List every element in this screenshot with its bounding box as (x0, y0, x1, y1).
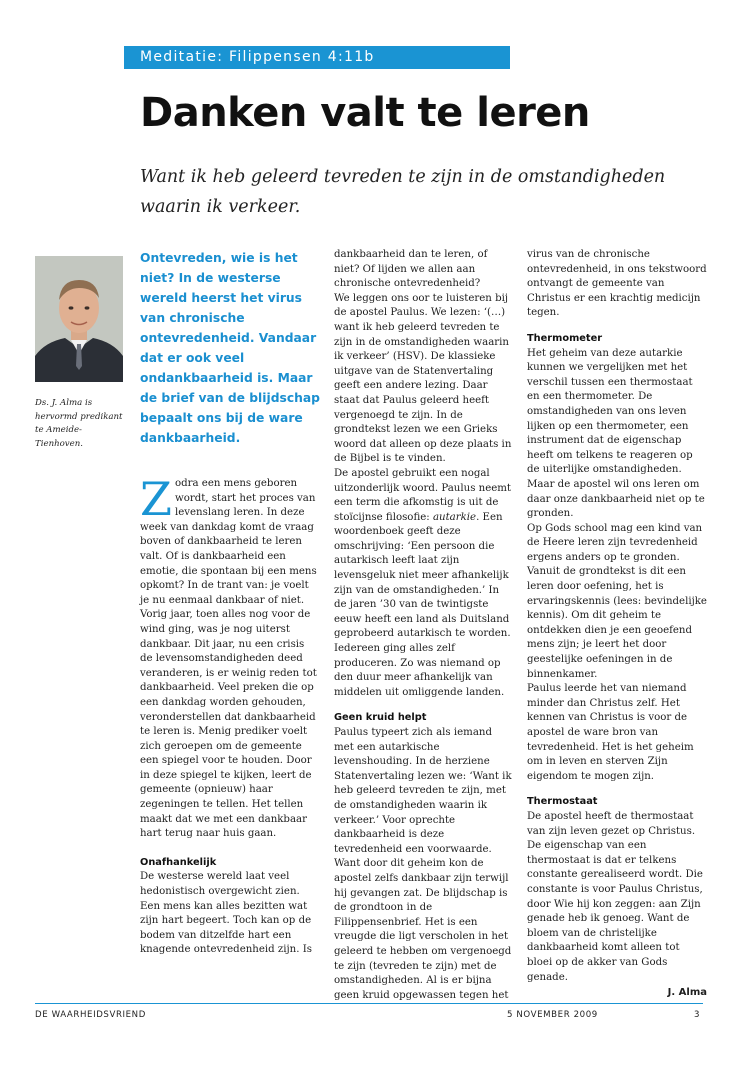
opening-paragraph (140, 472, 320, 842)
subheading-thermostaat: Thermostaat (527, 796, 598, 808)
subheading-geen-kruid-helpt: Geen kruid helpt (334, 712, 427, 724)
article-subtitle: Want ik heb geleerd tevreden te zijn in de omstandigheden waarin ik verkeer. (140, 167, 666, 217)
footer-publication: DE WAARHEIDSVRIEND (35, 1010, 146, 1020)
paragraph-text: odra een mens geboren wordt, start het proces van levenslang leren. In deze week van dankdag komt de vraag boven of dankbaarheid te leren valt. Of is dankbaarheid een emotie, die spontaan bij een mens opkomt? In de trant van: je voelt je nu eenmaal dankbaar of niet. Vorig jaar, toen alles nog voor de wind ging, was je nog uiterst dankbaar. Dit jaar, nu een crisis de levensomstandigheden deed veranderen, is er weinig reden tot dankbaarheid. Veel preken die op een dankdag worden gehouden, veronderstellen dat dankbaarheid te leren is. Menig prediker voelt zich geroepen om de gemeente een spiegel voor te houden. Door in deze spiegel te kijken, leert de gemeente (opnieuw) haar zegeningen te tellen. Het tellen maakt dat we met een dankbaar hart terug naar huis gaan. (140, 478, 317, 840)
paragraph-text: . Een woordenboek geeft deze omschrijving: ‘Een persoon die autarkisch leeft laat zijn levensgeluk niet meer afhankelijk zijn van de omstandigheden.’ In de jaren ’30 van de twintigste eeuw heeft een land als Duitsland geprobeerd autarkisch te worden. Iedereen ging alles zelf produceren. Zo was niemand op den duur meer afhankelijk van middelen uit omliggende landen. (334, 511, 511, 698)
subheading-thermometer: Thermometer (527, 332, 603, 344)
drop-cap: Z (140, 472, 172, 526)
footer-date: 5 NOVEMBER 2009 (507, 1010, 598, 1020)
author-signature: J. Alma (667, 987, 707, 999)
paragraph: Het geheim van deze autarkie kunnen we vergelijken met het verschil tussen een thermostaat en een thermometer. De omstandigheden van ons leven lijken op een thermometer, een instrument dat de eigenschap heeft om telkens te reageren op de uiterlijke omstandigheden. Maar de apostel wil ons leren om daar onze dankbaarheid niet op te gronden. (527, 347, 705, 520)
photo-caption: Ds. J. Alma is hervormd predikant te Ameide-Tienhoven. (35, 398, 123, 449)
paragraph: virus van de chronische ontevredenheid, in ons tekstwoord ontvangt de gemeente van Christus er een krachtig medicijn tegen. (527, 249, 707, 319)
author-photo (35, 256, 123, 382)
paragraph: dankbaarheid dan te leren, of niet? Of lijden we allen aan chronische ontevredenheid? (334, 249, 488, 290)
author-portrait-image (35, 256, 123, 382)
paragraph: De westerse wereld laat veel hedonistisch overgewicht zien. Een mens kan alles bezitten wat zijn hart begeert. Toch kan op de bodem van ditzelfde hart een knagende ontevredenheid zijn. Is (140, 871, 312, 956)
paragraph: Paulus typeert zich als iemand met een autarkische levenshouding. In de herziene Statenvertaling lezen we: ‘Want ik heb geleerd tevreden te zijn, met de omstandigheden waarin ik verkeer.’ Voor oprechte dankbaarheid is deze tevredenheid een voorwaarde. Want door dit geheim kon de apostel zelfs dankbaar zijn terwijl hij gevangen zat. De blijdschap is de grondtoon in de Filippensenbrief. Het is een vreugde die ligt verscholen in het geleerd te hebben om vergenoegd te zijn (tevreden te zijn) met de omstandigheden. Al is er bijna geen kruid opgewassen tegen het (334, 727, 512, 1001)
footer-divider (35, 1003, 703, 1004)
paragraph-text: De apostel gebruikt een nogal uitzonderlijk woord. Paulus neemt een term die afkomstig is uit de stoïcijnse filosofie: (334, 467, 512, 523)
article-intro: Ontevreden, wie is het niet? In de westerse wereld heerst het virus van chronische ontevredenheid. Vandaar dat er ook veel ondankbaarheid is. Maar de brief van de blijdschap bepaalt ons bij de ware dankbaarheid. (140, 251, 320, 445)
paragraph: Paulus leerde het van niemand minder dan Christus zelf. Het kennen van Christus is voor de apostel de ware bron van tevredenheid. Het is het geheim om in leven en sterven Zijn eigendom te mogen zijn. (527, 683, 694, 782)
paragraph: We leggen ons oor te luisteren bij de apostel Paulus. We lezen: ‘(…) want ik heb geleerd tevreden te zijn in de omstandigheden waarin ik verkeer’ (HSV). De klassieke uitgave van de Statenvertaling geeft een andere lezing. Daar staat dat Paulus geleerd heeft vergenoegd te zijn. In de grondtekst lezen we een Grieks woord dat alleen op deze plaats in de Bijbel is te vinden. (334, 292, 512, 465)
article-title: Danken valt te leren (140, 90, 590, 136)
paragraph: De apostel heeft de thermostaat van zijn leven gezet op Christus. De eigenschap van een thermostaat is dat er telkens constante gerealiseerd wordt. Die constante is voor Paulus Christus, door Wie hij kon zeggen: aan Zijn genade heb ik genoeg. Want de bloem van de christelijke dankbaarheid komt alleen tot bloei op de akker van Gods genade. (527, 810, 703, 983)
subheading-onafhankelijk: Onafhankelijk (140, 856, 217, 868)
body-column-3 (527, 248, 707, 1001)
body-column-2 (334, 248, 514, 1003)
italic-term: autarkie (432, 511, 477, 523)
body-column-1 (140, 472, 320, 958)
footer-page-number: 3 (694, 1010, 701, 1020)
paragraph: Op Gods school mag een kind van de Heere leren zijn tevredenheid ergens anders op te gronden. Vanuit de grondtekst is dit een leren door oefening, het is ervaringskennis (lees: bevindelijke kennis). Om dit geheim te ontdekken dien je een geoefend mens zijn; je leert het door geestelijke oefeningen in de binnenkamer. (527, 522, 707, 680)
section-kicker: Meditatie: Filippensen 4:11b (124, 46, 510, 69)
paragraph (334, 467, 514, 701)
